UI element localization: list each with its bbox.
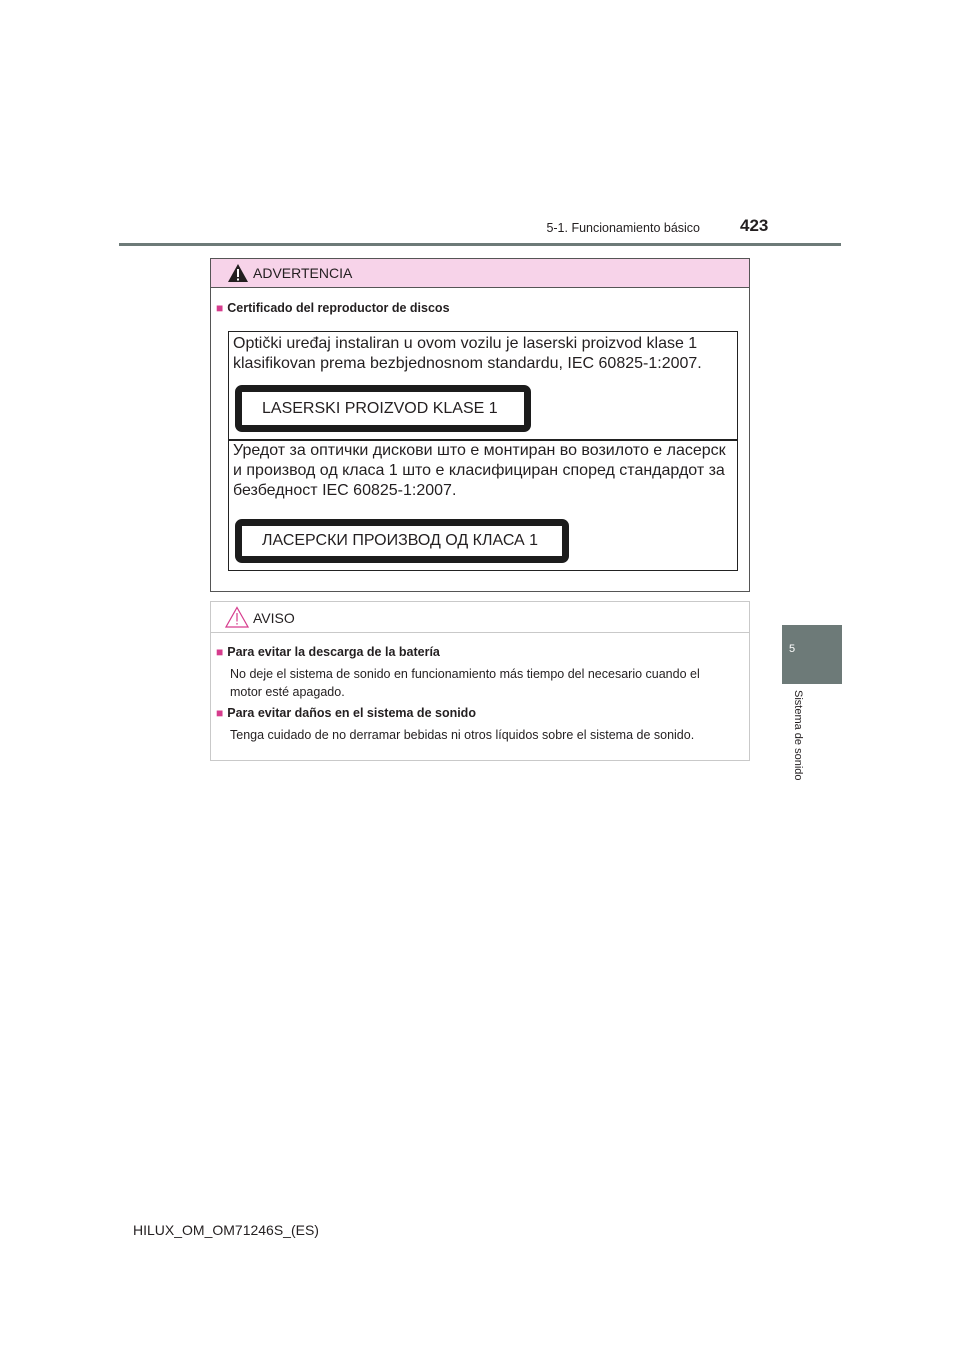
page-number: 423 bbox=[740, 216, 769, 235]
notice-bullet bbox=[216, 706, 476, 720]
notice-bullet-title: Para evitar la descarga de la batería bbox=[227, 645, 440, 659]
chapter-label: Sistema de sonido bbox=[792, 690, 804, 781]
warning-box bbox=[210, 258, 750, 592]
bullet-square-icon: ■ bbox=[216, 706, 224, 720]
cyrillic-label-text: ЛАСЕРСКИ ПРОИЗВОД ОД КЛАСА 1 bbox=[262, 532, 539, 549]
warning-title: ADVERTENCIA bbox=[253, 265, 353, 281]
notice-body-line: motor esté apagado. bbox=[230, 685, 345, 699]
notice-box bbox=[210, 601, 750, 761]
notice-body bbox=[230, 665, 742, 701]
notice-header bbox=[211, 602, 749, 633]
section-title: 5-1. Funcionamiento básico bbox=[546, 221, 700, 235]
warning-bullet bbox=[216, 301, 450, 315]
certificate-table bbox=[228, 331, 738, 571]
warning-header bbox=[211, 259, 749, 288]
cyrillic-cert-text bbox=[233, 441, 733, 501]
warning-bullet-title: Certificado del reproductor de discos bbox=[227, 301, 450, 315]
warning-triangle-icon bbox=[227, 263, 249, 283]
cyrillic-text-line: безбедност IEC 60825-1:2007. bbox=[233, 482, 457, 499]
latin-text-line: Optički uređaj instaliran u ovom vozilu je laserski proizvod klase 1 bbox=[233, 335, 698, 352]
header-rule bbox=[119, 243, 841, 246]
latin-text-line: klasifikovan prema bezbjednosnom standardu, IEC 60825-1:2007. bbox=[233, 355, 702, 372]
notice-body-line: Tenga cuidado de no derramar bebidas ni otros líquidos sobre el sistema de sonido. bbox=[230, 728, 695, 742]
latin-cert-text bbox=[233, 334, 733, 374]
latin-label-text: LASERSKI PROIZVOD KLASE 1 bbox=[262, 399, 498, 417]
notice-bullet bbox=[216, 645, 440, 659]
cyrillic-text-line: и производ од класа 1 што е класифициран според стандардот за bbox=[233, 462, 725, 479]
cyrillic-text-line: Уредот за оптички дискови што е монтиран во возилото е ласерск bbox=[233, 442, 726, 459]
notice-body bbox=[230, 726, 742, 744]
caution-triangle-icon bbox=[225, 606, 249, 628]
notice-bullet-title: Para evitar daños en el sistema de sonido bbox=[227, 706, 476, 720]
footer-doc-code: HILUX_OM_OM71246S_(ES) bbox=[133, 1222, 319, 1238]
latin-laser-label bbox=[235, 385, 531, 432]
notice-body-line: No deje el sistema de sonido en funcionamiento más tiempo del necesario cuando el bbox=[230, 667, 700, 681]
bullet-square-icon: ■ bbox=[216, 645, 224, 659]
chapter-number: 5 bbox=[788, 643, 796, 655]
bullet-square-icon: ■ bbox=[216, 301, 224, 315]
notice-title: AVISO bbox=[253, 610, 295, 626]
cyrillic-laser-label bbox=[235, 519, 569, 563]
